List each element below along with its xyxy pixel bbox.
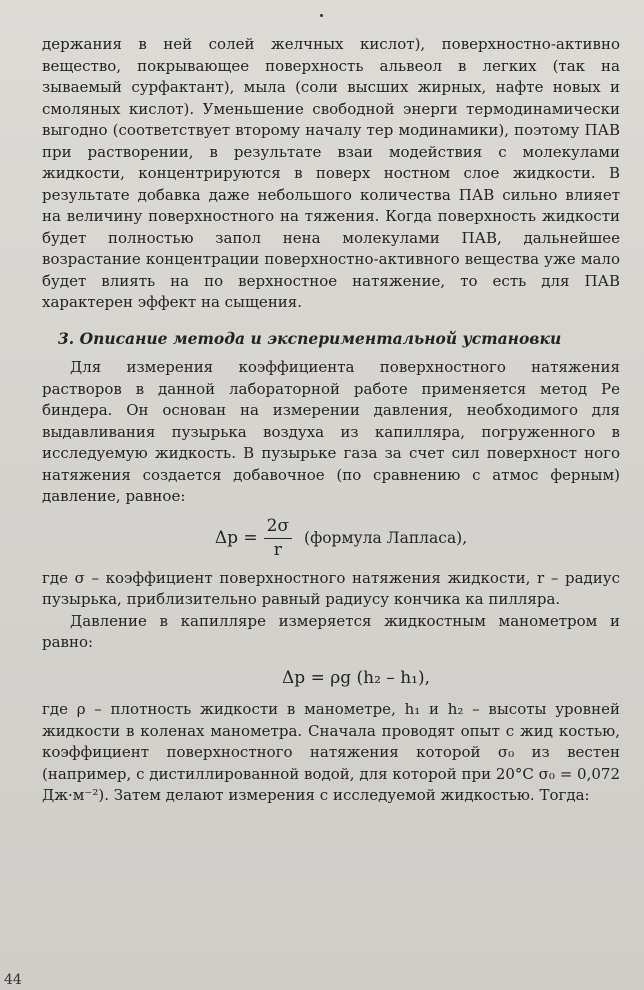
paragraph-surfactants: держания в ней солей желчных кислот), поверхностно-активно вещество, покрывающее поверхность альвеол в легких (так на зываемый сурфактант), мыла (соли высших жирных, нафте новых и смоляных кислот). Уменьшение свободной энерги термодинамически выгодно (соответствует второму началу тер модинамики), поэтому ПАВ при растворении, в результате взаи модействия с молекулами жидкости, концентрируются в поверх ностном слое жидкости. В результате добавка даже небольшого количества ПАВ сильно влияет на величину поверхностного на тяжения. Когда поверхность жидкости будет полностью запол нена молекулами ПАВ, дальнейшее возрастание концентрации поверхностно-активного вещества уже мало будет влиять на по верхностное натяжение, то есть для ПАВ характерен эффект на сыщения. bbox=[42, 35, 620, 311]
paragraph-manometer: Давление в капилляре измеряется жидкостным манометром и равно: bbox=[42, 611, 620, 651]
print-speck bbox=[320, 14, 323, 17]
paragraph-sigma-definition: где σ – коэффициент поверхностного натяжения жидкости, r – радиус пузырька, приблизительно равный радиусу кончика ка пилляра. bbox=[42, 568, 620, 608]
laplace-denominator: r bbox=[273, 540, 282, 560]
laplace-lhs: Δp = bbox=[214, 527, 258, 548]
paragraph-method: Для измерения коэффициента поверхностного натяжения растворов в данной лабораторной работе применяется метод Ре биндера. Он основан на измерении давления, необходимого для выдавливания пузырька воздуха из капилляра, погруженного в исследуемую жидкость. В пузырьке газа за счет сил поверхност ного натяжения создается добавочное (по сравнению с атмос ферным) давление, равное: bbox=[42, 358, 620, 505]
manometer-formula: Δp = ρg (h₂ – h₁), bbox=[282, 667, 430, 688]
page-number: 44 bbox=[4, 972, 22, 988]
paragraph-procedure: где ρ – плотность жидкости в манометре, h₁ и h₂ – высоты уровней жидкости в коленах манометра. Сначала проводят опыт с жид костью, коэффициент поверхностного натяжения которой σ₀ из вестен (например, с дистиллированной водой, для которой при 20°C σ₀ = 0,072 Дж·м⁻²). Затем делают измерения с исследуемой жидкостью. Тогда: bbox=[42, 700, 620, 804]
page-content bbox=[42, 34, 620, 807]
laplace-numerator: 2σ bbox=[264, 516, 292, 540]
laplace-note: (формула Лапласа), bbox=[304, 528, 468, 547]
laplace-formula bbox=[42, 516, 620, 562]
section-heading: 3. Описание метода и экспериментальной установки bbox=[58, 328, 562, 348]
laplace-fraction bbox=[264, 516, 292, 562]
